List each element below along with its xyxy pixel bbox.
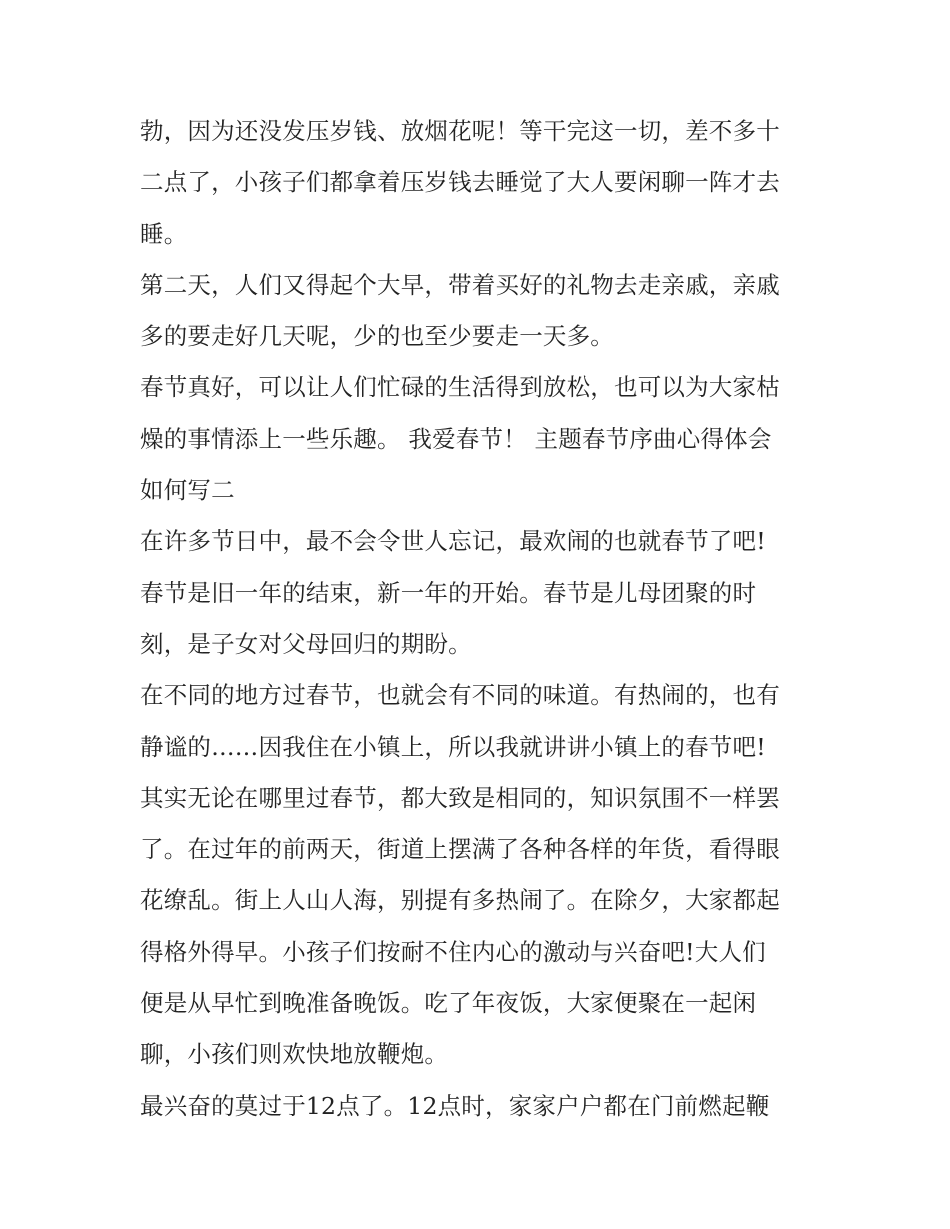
text-line: 花缭乱。街上人山人海，别提有多热闹了。在除夕，大家都起	[140, 886, 780, 915]
text-line: 睡。	[140, 219, 188, 248]
text-line: 春节真好，可以让人们忙碌的生活得到放松，也可以为大家枯	[140, 373, 780, 402]
text-line: 燥的事情添上一些乐趣。 我爱春节！ 主题春节序曲心得体会	[140, 424, 772, 453]
text-line: 春节是旧一年的结束，新一年的开始。春节是儿母团聚的时	[140, 578, 757, 607]
paragraph	[140, 1081, 820, 1132]
text-line: 静谧的……因我住在小镇上，所以我就讲讲小镇上的春节吧!	[140, 732, 766, 761]
text-line: 得格外得早。小孩子们按耐不住内心的激动与兴奋吧!大人们	[140, 937, 766, 966]
text-line: 其实无论在哪里过春节，都大致是相同的，知识氛围不一样罢	[140, 783, 780, 812]
text-line: 了。在过年的前两天，街道上摆满了各种各样的年货，看得眼	[140, 835, 780, 864]
paragraph	[140, 670, 820, 1080]
paragraph	[140, 516, 820, 670]
text-line: 聊，小孩们则欢快地放鞭炮。	[140, 1040, 449, 1069]
text-line: 在不同的地方过春节，也就会有不同的味道。有热闹的，也有	[140, 681, 780, 710]
document-body	[140, 106, 820, 1132]
text-line: 如何写二	[140, 476, 235, 505]
text-line: 第二天，人们又得起个大早，带着买好的礼物去走亲戚，亲戚	[140, 270, 780, 299]
text-line: 刻，是子女对父母回归的期盼。	[140, 629, 472, 658]
text-line: 在许多节日中，最不会令世人忘记，最欢闹的也就春节了吧!	[140, 527, 766, 556]
text-line: 勃，因为还没发压岁钱、放烟花呢！等干完这一切，差不多十	[140, 117, 780, 145]
text-line: 便是从早忙到晚准备晚饭。吃了年夜饭，大家便聚在一起闲	[140, 989, 757, 1018]
text-line: 多的要走好几天呢，少的也至少要走一天多。	[140, 322, 614, 351]
paragraph	[140, 362, 820, 516]
paragraph	[140, 260, 820, 363]
text-line: 二点了，小孩子们都拿着压岁钱去睡觉了大人要闲聊一阵才去	[140, 168, 780, 197]
paragraph	[140, 106, 820, 260]
text-line: 最兴奋的莫过于12点了。12点时，家家户户都在门前燃起鞭	[140, 1091, 770, 1120]
